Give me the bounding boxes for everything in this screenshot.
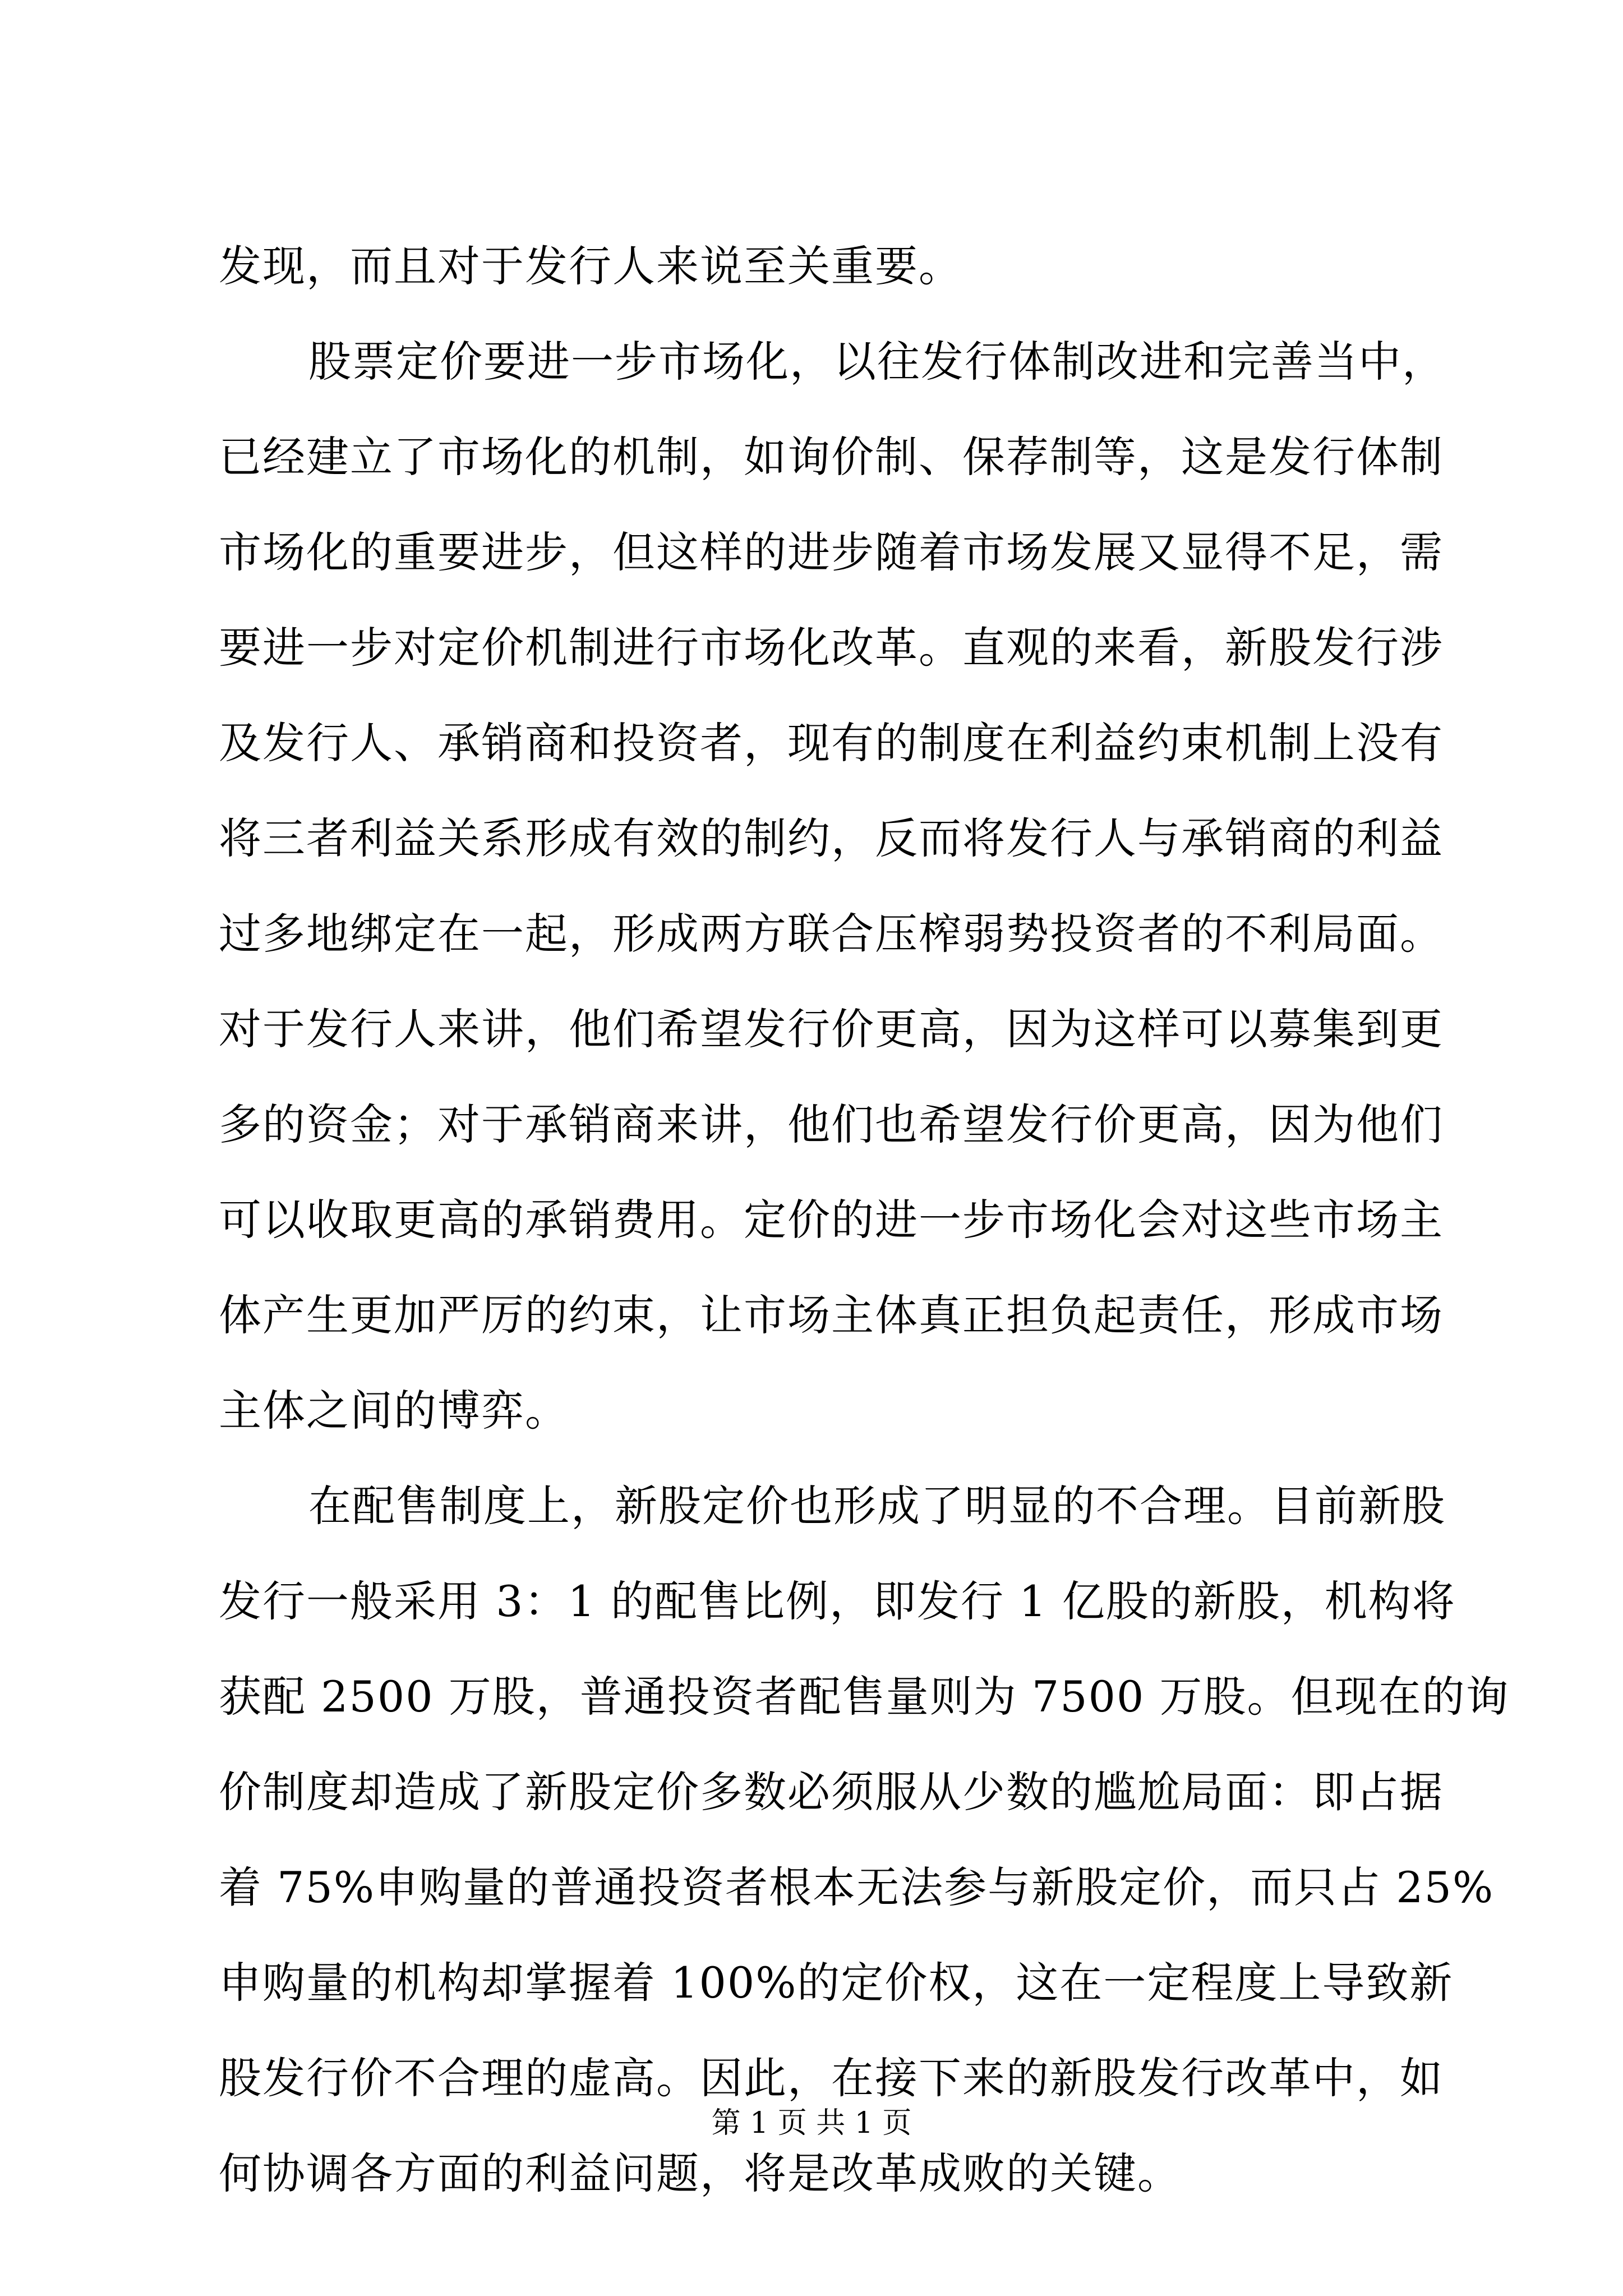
text-line: 发行一般采用 3：1 的配售比例，即发行 1 亿股的新股，机构将 xyxy=(219,1576,1456,1626)
text-line: 获配 2500 万股，普通投资者配售量则为 7500 万股。但现在的询 xyxy=(219,1672,1510,1722)
text-line: 体产生更加严厉的约束，让市场主体真正担负起责任，形成市场 xyxy=(219,1290,1444,1340)
text-line: 已经建立了市场化的机制，如询价制、保荐制等，这是发行体制 xyxy=(219,432,1444,482)
text-line: 股票定价要进一步市场化，以往发行体制改进和完善当中， xyxy=(308,337,1446,386)
paragraph xyxy=(219,314,1446,1458)
text-line: 着 75%申购量的普通投资者根本无法参与新股定价，而只占 25% xyxy=(219,1862,1495,1912)
text-line: 申购量的机构却掌握着 100%的定价权，这在一定程度上导致新 xyxy=(219,1958,1454,2008)
text-line: 何协调各方面的利益问题，将是改革成败的关键。 xyxy=(219,2148,1181,2198)
paragraph xyxy=(219,219,1419,314)
text-line: 发现，而且对于发行人来说至关重要。 xyxy=(219,241,962,291)
text-line: 股发行价不合理的虚高。因此，在接下来的新股发行改革中，如 xyxy=(219,2053,1444,2103)
text-line: 及发行人、承销商和投资者，现有的制度在利益约束机制上没有 xyxy=(219,718,1444,768)
text-line: 过多地绑定在一起，形成两方联合压榨弱势投资者的不利局面。 xyxy=(219,909,1444,959)
text-line: 价制度却造成了新股定价多数必须服从少数的尴尬局面：即占据 xyxy=(219,1767,1444,1817)
text-line: 可以收取更高的承销费用。定价的进一步市场化会对这些市场主 xyxy=(219,1195,1444,1245)
page-number-label: 第 1 页 共 1 页 xyxy=(711,2106,912,2140)
text-line: 要进一步对定价机制进行市场化改革。直观的来看，新股发行涉 xyxy=(219,623,1444,673)
text-line: 市场化的重要进步，但这样的进步随着市场发展又显得不足，需 xyxy=(219,527,1444,577)
document-body xyxy=(219,219,1510,2221)
text-line: 对于发行人来讲，他们希望发行价更高，因为这样可以募集到更 xyxy=(219,1004,1444,1054)
text-line: 多的资金；对于承销商来讲，他们也希望发行价更高，因为他们 xyxy=(219,1099,1444,1149)
page-footer xyxy=(0,2101,1623,2146)
text-line: 在配售制度上，新股定价也形成了明显的不合理。目前新股 xyxy=(308,1481,1446,1531)
text-line: 将三者利益关系形成有效的制约，反而将发行人与承销商的利益 xyxy=(219,813,1444,863)
text-line: 主体之间的博弈。 xyxy=(219,1386,569,1435)
